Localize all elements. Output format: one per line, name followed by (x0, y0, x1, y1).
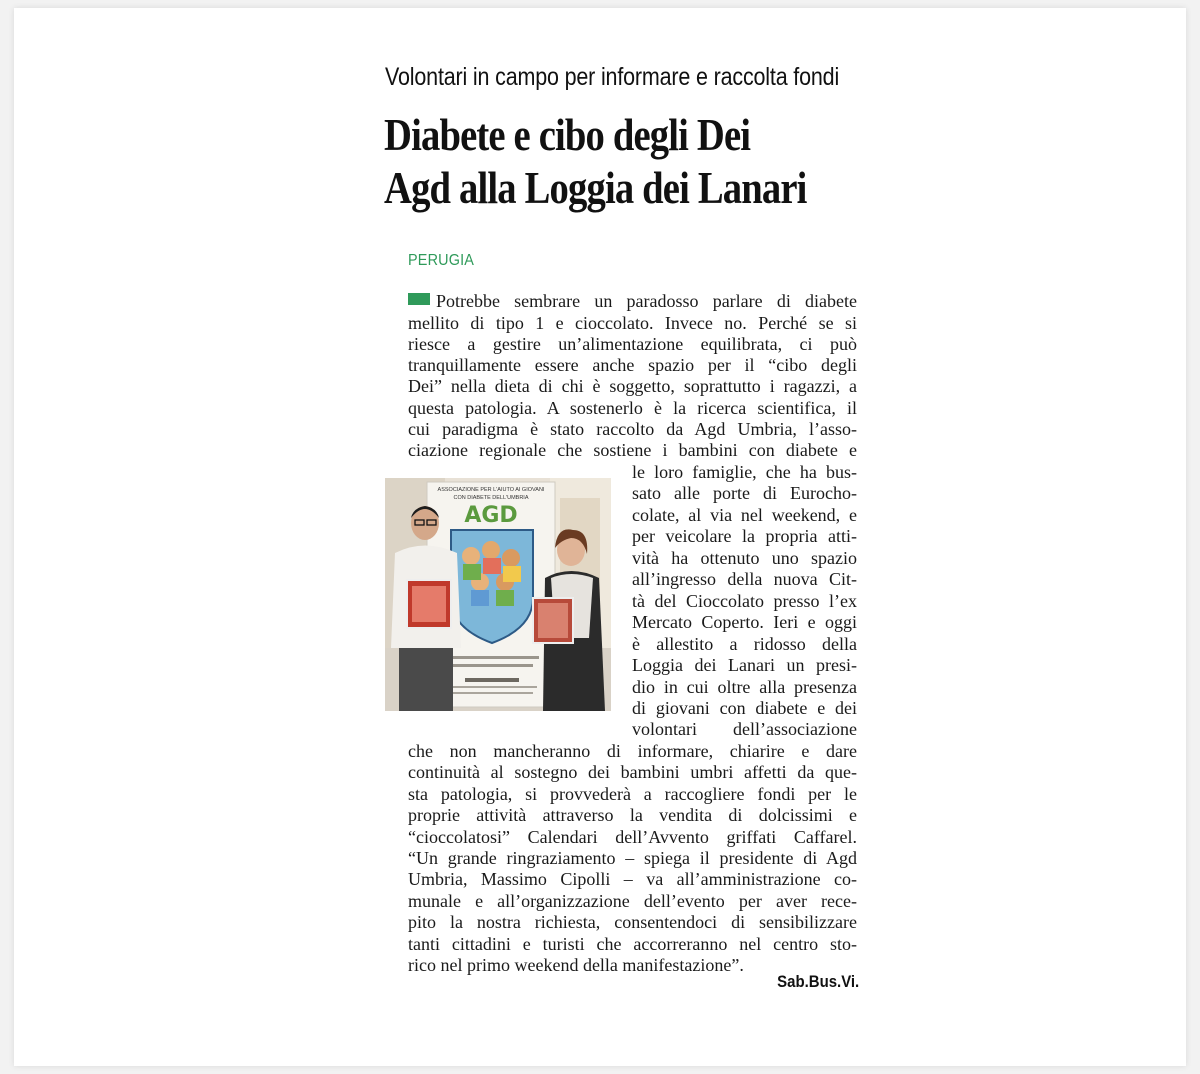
body-line: “Un grande ringraziamento – spiega il presidente di Agd (408, 848, 857, 868)
body-line: munale e all’organizzazione dell’evento per aver rece- (408, 891, 857, 911)
body-line: Mercato Coperto. Ieri e oggi (632, 612, 857, 632)
body-line: le loro famiglie, che ha bus- (632, 462, 857, 482)
body-line: vità ha ottenuto uno spazio (632, 548, 857, 568)
body-line: Umbria, Massimo Cipolli – va all’amministrazione co- (408, 869, 857, 889)
body-line: questa patologia. A sostenerlo è la ricerca scientifica, il (408, 398, 857, 418)
paragraph-marker (408, 293, 430, 305)
body-line: è allestito a ridosso della (632, 634, 857, 654)
body-line: “cioccolatosi” Calendari dell’Avvento griffati Caffarel. (408, 827, 857, 847)
body-line: tranquillamente essere anche spazio per il “cibo degli (408, 355, 857, 375)
body-line: che non mancheranno di informare, chiarire e dare (408, 741, 857, 761)
body-line: mellito di tipo 1 e cioccolato. Invece no. Perché se si (408, 313, 857, 333)
article-dateline: PERUGIA (408, 252, 475, 269)
body-line: all’ingresso della nuova Cit- (632, 569, 857, 589)
body-line: volontari dell’associazione (632, 719, 857, 739)
body-line: cui paradigma è stato raccolto da Agd Umbria, l’asso- (408, 419, 857, 439)
photo-illustration (385, 478, 611, 711)
poster-header-line: ASSOCIAZIONE PER L'AIUTO AI GIOVANI (437, 487, 545, 493)
body-line: di giovani con diabete e dei (632, 698, 857, 718)
body-line: rico nel primo weekend della manifestazione”. (408, 955, 744, 975)
body-line: Dei” nella dieta di chi è soggetto, soprattutto i ragazzi, a (408, 376, 857, 396)
article-signature: Sab.Bus.Vi. (776, 972, 859, 991)
body-line: proprie attività attraverso la vendita di dolcissimi e (408, 805, 857, 825)
body-line: Loggia dei Lanari un presi- (632, 655, 857, 675)
article-headline (384, 108, 854, 214)
body-line: dio in cui oltre alla presenza (632, 677, 857, 697)
body-line: Potrebbe sembrare un paradosso parlare di diabete (436, 291, 857, 311)
body-line: per veicolare la propria atti- (632, 526, 857, 546)
body-line: tanti cittadini e turisti che accorreranno nel centro sto- (408, 934, 857, 954)
article-kicker: Volontari in campo per informare e raccolta fondi (385, 63, 840, 91)
body-line: ciazione regionale che sostiene i bambini con diabete e (408, 440, 857, 460)
body-line: riesce a gestire un’alimentazione equilibrata, ci può (408, 334, 857, 354)
body-line: tà del Cioccolato presso l’ex (632, 591, 857, 611)
article-photo (385, 478, 611, 711)
body-line: sta patologia, si provvederà a raccogliere fondi per le (408, 784, 857, 804)
body-line: pito la nostra richiesta, consentendoci di sensibilizzare (408, 912, 857, 932)
body-line: continuità al sostegno dei bambini umbri affetti da que- (408, 762, 857, 782)
poster-header-line: CON DIABETE DELL'UMBRIA (453, 495, 529, 501)
headline-line: Diabete e cibo degli Dei (384, 109, 751, 160)
body-line: colate, al via nel weekend, e (632, 505, 857, 525)
body-line: sato alle porte di Eurocho- (632, 483, 857, 503)
headline-line: Agd alla Loggia dei Lanari (384, 162, 807, 213)
poster-logo: AGD (464, 503, 518, 528)
